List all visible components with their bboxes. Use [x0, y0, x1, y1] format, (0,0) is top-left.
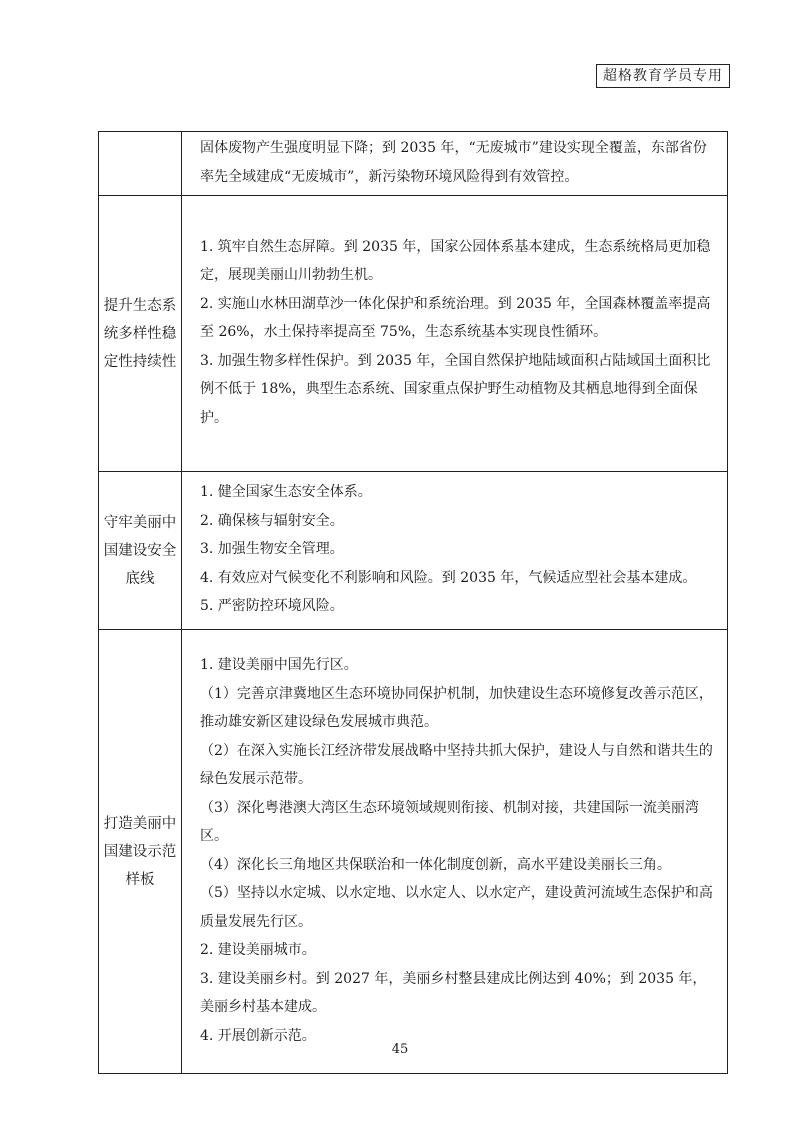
- category-cell: [99, 132, 182, 196]
- content-item: （5）坚持以水定城、以水定地、以水定人、以水定产，建设黄河流域生态保护和高质量发展先行区。: [200, 885, 713, 930]
- content-item: 4. 有效应对气候变化不利影响和风险。到 2035 年，气候适应型社会基本建成。: [200, 569, 697, 586]
- content-item: 2. 实施山水林田湖草沙一体化保护和系统治理。到 2035 年，全国森林覆盖率提高至 26%，水土保持率提高至 75%，生态系统基本实现良性循环。: [200, 295, 711, 341]
- content-item: （2）在深入实施长江经济带发展战略中坚持共抓大保护，建设人与自然和谐共生的绿色发展示范带。: [200, 742, 713, 787]
- content-item: （3）深化粤港澳大湾区生态环境领域规则衔接、机制对接，共建国际一流美丽湾区。: [200, 799, 699, 844]
- content-cell: [182, 472, 728, 630]
- content-item: 5. 严密防控环境风险。: [200, 598, 344, 615]
- content-item: 1. 筑牢自然生态屏障。到 2035 年，国家公园体系基本建成，生态系统格局更加稳定，展现美丽山川勃勃生机。: [200, 238, 711, 284]
- content-item: 3. 建设美丽乡村。到 2027 年，美丽乡村整县建成比例达到 40%；到 2035 年，美丽乡村基本建成。: [200, 970, 707, 1015]
- content-item: 3. 加强生物多样性保护。到 2035 年，全国自然保护地陆域面积占陆域国土面积比例不低于 18%，典型生态系统、国家重点保护野生动植物及其栖息地得到全面保护。: [200, 352, 711, 426]
- plan-table: [98, 131, 728, 1074]
- content-item: 2. 建设美丽城市。: [200, 942, 316, 958]
- content-item: （4）深化长三角地区共保联治和一体化制度创新，高水平建设美丽长三角。: [200, 856, 671, 873]
- table-row: [99, 132, 728, 196]
- category-cell: 提升生态系统多样性稳定性持续性: [99, 196, 182, 472]
- table-row: [99, 196, 728, 472]
- content-cell: [182, 196, 728, 472]
- content-cell: [182, 630, 728, 1074]
- content-item: 4. 开展创新示范。: [200, 1027, 316, 1044]
- content-item: 2. 确保核与辐射安全。: [200, 512, 344, 529]
- category-cell: 守牢美丽中国建设安全底线: [99, 472, 182, 630]
- watermark-stamp: 超格教育学员专用: [596, 64, 730, 88]
- page-number: 45: [391, 1042, 409, 1057]
- table-row: [99, 630, 728, 1074]
- content-item: 1. 健全国家生态安全体系。: [200, 484, 372, 501]
- content-cell: [182, 132, 728, 196]
- content-item: 固体废物产生强度明显下降；到 2035 年，“无废城市”建设实现全覆盖，东部省份率先全域建成“无废城市”，新污染物环境风险得到有效管控。: [200, 140, 707, 185]
- content-item: （1）完善京津冀地区生态环境协同保护机制，加快建设生态环境修复改善示范区，推动雄安新区建设绿色发展城市典范。: [200, 685, 713, 730]
- category-cell: 打造美丽中国建设示范样板: [99, 630, 182, 1074]
- table-row: [99, 472, 728, 630]
- content-item: 1. 建设美丽中国先行区。: [200, 657, 358, 673]
- content-item: 3. 加强生物安全管理。: [200, 541, 344, 558]
